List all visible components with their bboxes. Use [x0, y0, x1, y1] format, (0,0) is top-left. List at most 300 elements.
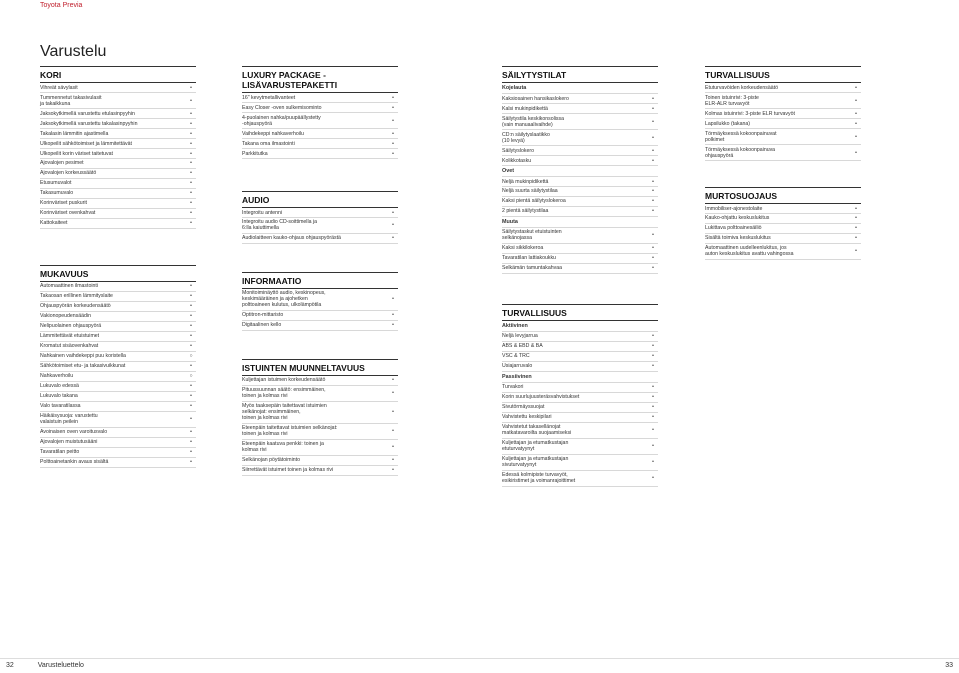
standard-mark-icon: •	[392, 390, 394, 397]
spec-row	[40, 149, 196, 159]
subsection-heading: Muuta	[502, 217, 658, 228]
spec-label: Kolikkotasku	[502, 157, 532, 164]
spec-label: Kuljettajan ja etumatkustajan etuturvatyynyt	[502, 440, 569, 453]
spec-label: Eteenpäin kaatuva penkki: toinen ja kolmas rivi	[242, 441, 324, 454]
section-heading: MURTOSUOJAUS	[705, 187, 861, 204]
spec-label: Tummennetut takasivulasit ja takaikkuna	[40, 94, 102, 107]
standard-mark-icon: •	[190, 416, 192, 423]
spec-label: Neljä suurta säilytystilaa	[502, 188, 558, 195]
spec-label: ABS & EBD & BA	[502, 343, 543, 350]
spec-row	[705, 83, 861, 93]
optional-mark-icon: ○	[189, 373, 193, 380]
spec-label: Integroitu audio CD-soittimella ja 6:lla kaiuttimella	[242, 219, 317, 232]
spec-row	[502, 455, 658, 471]
standard-mark-icon: •	[652, 147, 654, 154]
spec-label: Kalsi mukinpidikettä	[502, 105, 548, 112]
column-3	[502, 66, 658, 487]
spec-row	[40, 332, 196, 342]
spec-row	[705, 119, 861, 129]
spec-row	[242, 466, 398, 476]
spec-row	[242, 289, 398, 311]
standard-mark-icon: •	[392, 209, 394, 216]
spec-label: Tavaratilan lattiakoukku	[502, 255, 556, 262]
standard-mark-icon: •	[190, 150, 192, 157]
spec-row	[502, 177, 658, 187]
spec-label: Lapsilukko (takana)	[705, 120, 750, 127]
section-heading: LUXURY PACKAGE -LISÄVARUSTEPAKETTI	[242, 66, 398, 93]
standard-mark-icon: •	[392, 222, 394, 229]
spec-row	[40, 382, 196, 392]
spec-label: Toinen istuinrivi: 3-piste ELR-ALR turvavyöt	[705, 94, 759, 107]
spec-label: Takalasin lämmitin ajastimella	[40, 130, 109, 137]
spec-label: Vahvistetut takasellänojat matkatavaroilta suojaamiseksi	[502, 424, 572, 437]
spec-label: Korinväriset puskurit	[40, 200, 87, 207]
left-page-number: 32	[6, 662, 14, 669]
spec-label: Korinväriset ovenkahvat	[40, 210, 96, 217]
spec-row	[40, 342, 196, 352]
spec-label: Eteenpäin taitettavat istuimien selkänojat: toinen ja kolmas rivi	[242, 425, 338, 438]
standard-mark-icon: •	[392, 312, 394, 319]
standard-mark-icon: •	[652, 353, 654, 360]
standard-mark-icon: •	[190, 130, 192, 137]
spec-label: Easy Closer -oven sulkemisominto	[242, 104, 322, 111]
spec-row	[502, 352, 658, 362]
spec-label: Nahkainen vaihdekeppi puu koristella	[40, 353, 126, 360]
spec-row	[705, 224, 861, 234]
section-heading: MUKAVUUS	[40, 265, 196, 282]
spec-label: Takana oma ilmastointi	[242, 140, 295, 147]
spec-label: Ajovalojen muistutusääni	[40, 439, 98, 446]
footer-label: Varusteluettelo	[37, 662, 84, 669]
spec-label: Lämmitettävät etuistuimet	[40, 333, 100, 340]
standard-mark-icon: •	[392, 409, 394, 416]
spec-row	[40, 372, 196, 382]
spec-row	[502, 393, 658, 403]
standard-mark-icon: •	[855, 215, 857, 222]
spec-row	[40, 199, 196, 209]
spec-label: Integroitu antenni	[242, 209, 283, 216]
spec-label: Vaihdekeppi nahkaverhoilu	[242, 130, 304, 137]
standard-mark-icon: •	[392, 94, 394, 101]
section-heading: ISTUINTEN MUUNNELTAVUUS	[242, 359, 398, 376]
spec-label: Säilytyslokero	[502, 147, 535, 154]
spec-row	[40, 189, 196, 199]
spec-row	[502, 94, 658, 104]
spec-row	[502, 264, 658, 274]
standard-mark-icon: •	[392, 296, 394, 303]
spec-label: Lukuvalo edessä	[40, 383, 79, 390]
spec-row	[502, 383, 658, 393]
standard-mark-icon: •	[190, 283, 192, 290]
spec-label: Korin suurlujuusteräsvahvistukset	[502, 394, 580, 401]
spec-row	[40, 362, 196, 372]
spec-row	[40, 119, 196, 129]
spec-row	[705, 244, 861, 260]
standard-mark-icon: •	[652, 157, 654, 164]
spec-label: Vakionopeudensäädin	[40, 313, 91, 320]
standard-mark-icon: •	[392, 150, 394, 157]
spec-label: Myös taaksepäin taitettavat istuimien selkänojat: ensimmäinen, toinen ja kolmas rivi	[242, 403, 327, 422]
spec-row	[502, 403, 658, 413]
spec-label: Jaksokytkimellä varustettu takalasinpyyhin	[40, 120, 138, 127]
spec-row	[502, 413, 658, 423]
spec-row	[502, 254, 658, 264]
standard-mark-icon: •	[855, 84, 857, 91]
spec-row	[40, 179, 196, 189]
spec-row	[40, 292, 196, 302]
spec-row	[502, 187, 658, 197]
spec-label: Digitaalinen kello	[242, 322, 282, 329]
right-page-number: 33	[945, 662, 953, 669]
standard-mark-icon: •	[392, 457, 394, 464]
spec-label: Etuturvavöiden korkeudensäätö	[705, 84, 778, 91]
spec-label: Ohjauspyörän korkeudensäätö	[40, 303, 111, 310]
spec-row	[502, 423, 658, 439]
spec-label: Häikäisysuoja: varustettu valaistuin peilein	[40, 413, 98, 426]
spec-row	[502, 104, 658, 114]
spec-section	[242, 66, 398, 159]
spec-row	[502, 207, 658, 217]
standard-mark-icon: •	[392, 235, 394, 242]
standard-mark-icon: •	[652, 95, 654, 102]
standard-mark-icon: •	[855, 248, 857, 255]
standard-mark-icon: •	[392, 444, 394, 451]
standard-mark-icon: •	[652, 343, 654, 350]
spec-row	[40, 448, 196, 458]
spec-row	[242, 440, 398, 456]
standard-mark-icon: •	[190, 210, 192, 217]
standard-mark-icon: •	[190, 403, 192, 410]
spec-label: Törmäyksessä kokoonpainuva ohjauspyörä	[705, 146, 776, 159]
spec-row	[242, 149, 398, 159]
spec-row	[40, 302, 196, 312]
standard-mark-icon: •	[855, 205, 857, 212]
spec-label: 2 pientä säilytystilaa	[502, 208, 549, 215]
spec-row	[502, 471, 658, 487]
section-heading: KORI	[40, 66, 196, 83]
spec-label: Neljä levyjarrua	[502, 333, 538, 340]
standard-mark-icon: •	[855, 225, 857, 232]
standard-mark-icon: •	[190, 84, 192, 91]
section-heading: SÄILYTYSTILAT	[502, 66, 658, 83]
standard-mark-icon: •	[652, 363, 654, 370]
spec-row	[40, 169, 196, 179]
standard-mark-icon: •	[392, 117, 394, 124]
spec-row	[242, 103, 398, 113]
spec-label: Kaksi sikkilokeroa	[502, 245, 544, 252]
subsection-heading: Kojelauta	[502, 83, 658, 94]
spec-label: Säilytystaskut etuistuinten selkänojassa	[502, 229, 562, 242]
spec-row	[705, 214, 861, 224]
standard-mark-icon: •	[652, 134, 654, 141]
optional-mark-icon: ○	[189, 353, 193, 360]
spec-row	[40, 402, 196, 412]
spec-section	[705, 66, 861, 161]
standard-mark-icon: •	[190, 323, 192, 330]
spec-row	[502, 156, 658, 166]
standard-mark-icon: •	[652, 265, 654, 272]
spec-row	[40, 83, 196, 93]
spec-row	[242, 113, 398, 129]
brand-label: Toyota Previa	[40, 2, 83, 9]
spec-row	[40, 93, 196, 109]
spec-label: Ajovalojen pesimet	[40, 160, 84, 167]
standard-mark-icon: •	[855, 110, 857, 117]
spec-row	[242, 218, 398, 234]
standard-mark-icon: •	[190, 140, 192, 147]
spec-label: Valo tavaratilassa	[40, 403, 81, 410]
spec-label: Etusumuvalot	[40, 180, 72, 187]
spec-label: Kolmas istuinrivi: 3-piste ELR turvavyöt	[705, 110, 795, 117]
standard-mark-icon: •	[190, 393, 192, 400]
spec-label: Avoinaisen oven varoitusvalo	[40, 429, 108, 436]
spec-label: Parkkitutka	[242, 150, 268, 157]
spec-section	[40, 66, 196, 229]
spec-row	[705, 93, 861, 109]
spec-label: Ulkopeilit korin väriset taitetuvat	[40, 150, 113, 157]
page-title: Varustelu	[40, 42, 107, 60]
standard-mark-icon: •	[855, 97, 857, 104]
spec-row	[40, 392, 196, 402]
standard-mark-icon: •	[190, 170, 192, 177]
spec-section	[40, 265, 196, 468]
standard-mark-icon: •	[652, 475, 654, 482]
spec-label: Sisältä toimiva keskuslukitus	[705, 235, 771, 242]
spec-row	[502, 244, 658, 254]
spec-row	[242, 321, 398, 331]
standard-mark-icon: •	[190, 363, 192, 370]
spec-row	[705, 145, 861, 161]
spec-row	[242, 456, 398, 466]
spec-row	[502, 342, 658, 352]
spec-label: Törmäyksessä kokoonpainuvat polkimet	[705, 130, 777, 143]
spec-label: Polttoainetankin avaus sisältä	[40, 459, 109, 466]
standard-mark-icon: •	[392, 140, 394, 147]
spec-row	[502, 197, 658, 207]
spec-label: Kauko-ohjattu keskuslukitus	[705, 215, 770, 222]
spec-row	[242, 376, 398, 386]
standard-mark-icon: •	[855, 149, 857, 156]
standard-mark-icon: •	[855, 235, 857, 242]
spec-label: Ajovalojen korkeussäätö	[40, 170, 97, 177]
spec-row	[705, 234, 861, 244]
standard-mark-icon: •	[190, 160, 192, 167]
standard-mark-icon: •	[652, 232, 654, 239]
standard-mark-icon: •	[652, 459, 654, 466]
spec-row	[242, 139, 398, 149]
standard-mark-icon: •	[190, 220, 192, 227]
section-heading: TURVALLISUUS	[705, 66, 861, 83]
spec-section	[242, 359, 398, 476]
spec-label: Selkänojan pöytätoiminto	[242, 457, 300, 464]
standard-mark-icon: •	[652, 105, 654, 112]
spec-row	[502, 146, 658, 156]
footer-divider	[0, 658, 959, 659]
spec-row	[705, 109, 861, 119]
spec-section	[242, 191, 398, 244]
standard-mark-icon: •	[652, 118, 654, 125]
spec-row	[242, 129, 398, 139]
standard-mark-icon: •	[190, 429, 192, 436]
spec-row	[40, 428, 196, 438]
column-4	[705, 66, 861, 260]
standard-mark-icon: •	[392, 130, 394, 137]
spec-label: Tavaratilan peitto	[40, 449, 80, 456]
spec-row	[502, 362, 658, 372]
spec-label: Lukittava polttoainesäiliö	[705, 225, 762, 232]
spec-row	[40, 322, 196, 332]
spec-label: Nahkaverhoilu	[40, 373, 74, 380]
column-1	[40, 66, 196, 468]
spec-label: Vihreät sävylasit	[40, 84, 78, 91]
spec-label: 16" kevytmetallivanteet	[242, 94, 296, 101]
spec-row	[242, 208, 398, 218]
footer-left	[6, 662, 84, 669]
spec-row	[242, 311, 398, 321]
standard-mark-icon: •	[190, 190, 192, 197]
spec-row	[40, 219, 196, 229]
spec-label: Neljä mukinpidikettä	[502, 178, 549, 185]
standard-mark-icon: •	[190, 97, 192, 104]
standard-mark-icon: •	[652, 255, 654, 262]
standard-mark-icon: •	[652, 404, 654, 411]
spec-label: Takasumuvalo	[40, 190, 74, 197]
spec-label: Kaksiosainen hansikaslokero	[502, 95, 569, 102]
spec-label: Jaksokytkimellä varustettu etulasinpyyhin	[40, 110, 135, 117]
standard-mark-icon: •	[190, 459, 192, 466]
spec-label: Automaattinen uudelleenlukitus, jos auton keskuslukitus avattu vahingossa	[705, 245, 794, 258]
standard-mark-icon: •	[190, 303, 192, 310]
spec-row	[40, 438, 196, 448]
spec-row	[40, 312, 196, 322]
spec-label: Kuljettajan istuimen korkeudensäätö	[242, 377, 326, 384]
spec-label: Audiolaitteen kauko-ohjaus ohjauspyörästä	[242, 235, 341, 242]
column-2	[242, 66, 398, 476]
spec-row	[242, 234, 398, 244]
spec-label: Turvakori	[502, 384, 524, 391]
standard-mark-icon: •	[652, 384, 654, 391]
standard-mark-icon: •	[190, 120, 192, 127]
standard-mark-icon: •	[190, 333, 192, 340]
standard-mark-icon: •	[190, 439, 192, 446]
spec-label: Lukuvalo takana	[40, 393, 78, 400]
standard-mark-icon: •	[855, 133, 857, 140]
spec-row	[502, 228, 658, 244]
spec-label: Optitron-mittaristo	[242, 312, 284, 319]
spec-row	[40, 109, 196, 119]
standard-mark-icon: •	[190, 110, 192, 117]
spec-label: Automaattinen ilmastointi	[40, 283, 98, 290]
spec-label: Takaosan erillinen lämmityslaite	[40, 293, 113, 300]
subsection-heading: Ovet	[502, 166, 658, 177]
standard-mark-icon: •	[190, 200, 192, 207]
standard-mark-icon: •	[652, 414, 654, 421]
spec-label: Immobiliser-ajonestolaite	[705, 205, 763, 212]
spec-row	[40, 352, 196, 362]
section-heading: TURVALLISUUS	[502, 304, 658, 321]
section-heading: INFORMAATIO	[242, 272, 398, 289]
spec-row	[705, 204, 861, 214]
subsection-heading: Passiivinen	[502, 372, 658, 383]
standard-mark-icon: •	[652, 427, 654, 434]
standard-mark-icon: •	[652, 188, 654, 195]
spec-label: Sähkötoimiset etu- ja takasivuikkunat	[40, 363, 126, 370]
spec-row	[242, 93, 398, 103]
spec-section	[705, 187, 861, 260]
standard-mark-icon: •	[190, 383, 192, 390]
spec-label: VSC & TRC	[502, 353, 530, 360]
standard-mark-icon: •	[190, 313, 192, 320]
spec-label: Nelipuolainen ohjauspyörä	[40, 323, 102, 330]
spec-label: Kromatut sisäovenkahvat	[40, 343, 99, 350]
spec-label: Kuljettajan ja etumatkustajan sivuturvatyynyt	[502, 456, 569, 469]
standard-mark-icon: •	[652, 333, 654, 340]
spec-row	[40, 139, 196, 149]
spec-label: Selkämän tamuntakahvaa	[502, 265, 562, 272]
standard-mark-icon: •	[652, 443, 654, 450]
standard-mark-icon: •	[190, 449, 192, 456]
spec-row	[40, 159, 196, 169]
spec-row	[705, 129, 861, 145]
standard-mark-icon: •	[392, 428, 394, 435]
standard-mark-icon: •	[855, 120, 857, 127]
spec-label: Usiajarruvalo	[502, 363, 533, 370]
spec-label: CD:n säilytyslaatikko (10 levyä)	[502, 131, 550, 144]
standard-mark-icon: •	[652, 394, 654, 401]
spec-row	[502, 439, 658, 455]
standard-mark-icon: •	[190, 180, 192, 187]
spec-row	[242, 386, 398, 402]
spec-section	[502, 304, 658, 487]
spec-label: Säilytystila keskikonsolissa (vain manuaalivaihde)	[502, 115, 564, 128]
spec-label: 4-puolainen nahka/puupäällystetty -ohjauspyörä	[242, 114, 321, 127]
spec-row	[40, 458, 196, 468]
spec-row	[242, 402, 398, 424]
spec-row	[40, 129, 196, 139]
standard-mark-icon: •	[190, 293, 192, 300]
spec-row	[502, 332, 658, 342]
standard-mark-icon: •	[190, 343, 192, 350]
spec-row	[502, 130, 658, 146]
standard-mark-icon: •	[392, 322, 394, 329]
section-heading: AUDIO	[242, 191, 398, 208]
spec-row	[242, 424, 398, 440]
spec-label: Kaksi pientä säilytyslokeroa	[502, 198, 566, 205]
spec-label: Sivutörmäyssuojat	[502, 404, 545, 411]
subsection-heading: Aktiivinen	[502, 321, 658, 332]
spec-row	[40, 412, 196, 428]
spec-label: Kattokaiteet	[40, 220, 68, 227]
standard-mark-icon: •	[392, 377, 394, 384]
standard-mark-icon: •	[392, 467, 394, 474]
standard-mark-icon: •	[392, 104, 394, 111]
spec-label: Edessä kolmipiste turvavyöt, esikiristimet ja voimanrajoittimet	[502, 472, 576, 485]
spec-row	[40, 209, 196, 219]
standard-mark-icon: •	[652, 198, 654, 205]
standard-mark-icon: •	[652, 178, 654, 185]
standard-mark-icon: •	[652, 208, 654, 215]
spec-row	[40, 282, 196, 292]
spec-section	[242, 272, 398, 331]
spec-section	[502, 66, 658, 274]
spec-row	[502, 114, 658, 130]
spec-label: Vahvistettu keskipilari	[502, 414, 552, 421]
spec-label: Ulkopeilit sähkötoimiset ja lämmitettävät	[40, 140, 132, 147]
standard-mark-icon: •	[652, 245, 654, 252]
spec-label: Pituussuunnan säätö: ensimmäinen, toinen ja kolmas rivi	[242, 387, 326, 400]
spec-label: Siirrettävät istuimet toinen ja kolmas rivi	[242, 467, 334, 474]
spec-label: Monitoiminäyttö audio, keskinopeus, keskimääräinen ja ajohetken polttoaineen kulutus, ulkolämpötila	[242, 290, 326, 309]
